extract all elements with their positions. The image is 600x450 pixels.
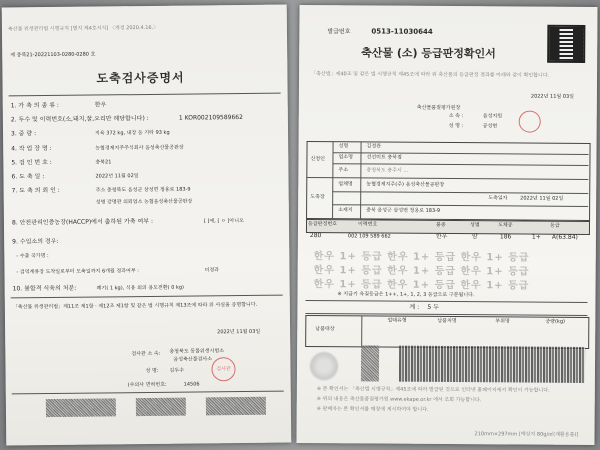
issue-number: 0513-11030644 [371,27,433,36]
row-value: 미경과 [204,267,220,274]
row-label: 4. 작 업 장 명 : [11,144,52,153]
sub-header: 업태유형 [387,317,407,324]
ekape-logo-icon [309,351,339,381]
total-label: 계 : [409,303,420,311]
grade-note: ※ 지급기 육질등급은 1++, 1+, 1, 2, 3 등급으로 구분됩니다. [337,291,475,299]
field-value: 농협경제지주(주) 음성축산물공판장 [366,181,445,188]
issue-date: 2022년 11월 03일 [217,328,261,336]
total-count: 5 두 [427,303,439,311]
inspector-name: 김두수 [169,367,185,374]
grade-cert-title: 축산물 (소) 등급판정확인서 [361,46,496,61]
footer-line: ※ 위의 내용은 축산물품질평가원 www.ekape.or.kr 에서 조회 가능합니다. [316,396,482,404]
row-value: 충북21 [95,159,112,166]
table-divider [305,300,587,303]
field-label: 주소 [338,167,349,174]
issuer-org: 음성지원 [482,113,503,120]
field-value: 김정관 [366,143,382,150]
row-value: 농협경제지주주식회사 음성축산물공판장 [95,144,184,152]
slaughter-certificate-page [2,5,292,446]
row-label: 3. 중 량 : [11,130,37,138]
row-value: 지육 372 kg, 내장 등 기타 93 kg [95,129,170,137]
page-title: 도축검사증명서 [96,70,185,86]
issuer-seal [519,110,541,132]
grade-certificate-page [296,5,597,445]
issue-number-label: 발급번호 [327,28,351,36]
row-label: - 수출 국가명 : [16,253,49,260]
row-label: - 검역계류장 도착일로부터 도축일까지 6개월 경과여부 : [16,268,139,276]
certificate-number: 제 충북21-20221103-0280-0280 호 [10,51,96,59]
paper-size: 210mm×297mm [백상지 80g/㎡(재활용품)] [474,431,579,438]
trace-number: 002 109 589 662 [347,233,391,240]
sub-header: 납품처명 [437,317,457,325]
form-description: 「축산법」제40조 및 같은 법 시행규칙 제45조에 따라 위 축산물의 등급판정 결과를 아래와 같이 확인합니다. [311,71,550,79]
title-rule [9,93,281,97]
col-header: 도체중 [497,222,513,229]
license-label: (수의사 면허번호: [127,381,167,389]
field-value: 충북 음성군 삼성면 청용로 183-9 [366,207,441,214]
field-value: 충청북도 충주시 ... [366,167,409,174]
footer-line: ※ 본 확인서는 「축산법 시행규칙」제45조에 따라 발급된 것으로 인터넷 홈페이지에서 확인이 가능합니다. [316,386,550,394]
security-barcode [399,346,585,383]
issue-date: 2022년 11월 03일 [530,93,575,100]
row-label: 5. 검 인 번 호 : [11,158,52,167]
row-value: 폐기( 1 kg), 식용 외의 용도전환( 0 kg) [96,284,185,292]
barcode-stamp [361,345,379,381]
footer-stamp-strip [206,397,266,416]
table-divider [361,315,362,347]
issuer-org-label: 소 속 : [448,113,464,120]
row-value: 2022년 11월 02일 [95,173,139,180]
slaughterhouse-group-label: 도축장 [310,194,325,201]
row-label: 10. 불합격 식육의 처분: [12,284,77,293]
row-label: 9. 수입소의 경우: [12,237,59,246]
inspector-name-label: 성 명: [145,367,159,375]
delivery-label: 남품대상 [315,326,335,333]
footer-stamp-strip [136,398,186,417]
sex: 암 [471,233,478,241]
row-label: 1. 가 축 의 종 류 : [10,101,59,110]
col-header: 등급 [549,222,560,229]
row-value: 한우 [94,101,107,109]
grade-value: 1+ [531,233,541,241]
col-header: 품종 [435,221,446,228]
col-header: 등급판정번호 [307,221,338,228]
inspector-org-sub: 음성축산물검사소 [173,356,213,363]
inspector-affiliation-label: 검사관 소 속: [131,350,161,358]
qr-code-icon [547,25,585,63]
issuer-name-label: 성 명 : [448,123,464,130]
body-rule [11,295,283,299]
org-name: 축산물품질평가원장 [416,104,461,112]
grade-watermark: 한우 1+ 등급 한우 1+ 등급 한우 1+ 등급 [313,265,530,278]
license-number: 14506 [183,381,200,388]
row-label: 8. 안전관리인증농장(HACCP)에서 출하된 가축 여부 : [11,217,154,227]
official-seal: 검사관 [211,357,235,381]
footer-rule [12,391,284,395]
grade-watermark: 한우 1+ 등급 한우 1+ 등급 한우 1+ 등급 [313,251,530,264]
field-label: 업소명 [338,154,353,161]
slaughter-date: 2022년 11월 02일 [520,195,564,202]
row-label: 2. 두수 및 이력번호(소,돼지,꿀,오리만 해당합니다) : [10,114,149,124]
issuer-name: 공성현 [482,123,498,130]
footer-stamp-strip [46,398,116,417]
field-label: 성명 [338,143,349,150]
form-number: 축산물 위생관리법 시행규칙 [별지 제4호서식] 〈개정 2020.4.16.〉 [7,24,159,33]
row-label: 6. 도 축 일 : [11,173,45,181]
sub-header: 중량(kg) [545,318,565,325]
field-value: 선선미트 충북점 [366,154,402,161]
inspector-org: 충청북도 동물위생시험소 [169,348,225,355]
applicant-group-label: 신청인 [310,156,325,163]
col-header: 성별 [469,222,480,229]
breed: 한우 [435,232,448,241]
sub-header: 부위명 [495,318,510,325]
grade-number: 280 [309,232,322,240]
carcass-weight: 186 [499,233,512,241]
row-value: 성명 강명관 의뢰업소 농협음성축산물공판장 [95,198,193,206]
row-value: 1 KOR002109589662 [178,113,243,122]
field-label: 업체명 [338,181,353,188]
slaughter-date-label: 도축일자 [488,195,508,202]
row-value: [ ]예, [ ㅇ ]아니오 [203,217,244,225]
grade-watermark: 한우 1+ 등급 한우 1+ 등급 한우 1+ 등급 [313,279,530,292]
col-header: 이력번호 [357,221,378,228]
yield-grade: A(63.84) [551,233,578,241]
row-value: 주소 충청북도 음성군 삼성면 청용로 183-9 [95,186,191,194]
body-text: 「축산물 위생관리법」제11조 제1항 · 제12조 제1항 및 같은 법 시행규칙 제13조에 따라 위 사실을 증명합니다. [12,301,258,311]
row-label: 7. 도 축 의 뢰 인 : [11,186,60,195]
field-label: 소재지 [338,207,353,214]
footer-line: ※ 판매자는 본 확인서를 매장에 게시하여야 합니다. [316,406,429,413]
